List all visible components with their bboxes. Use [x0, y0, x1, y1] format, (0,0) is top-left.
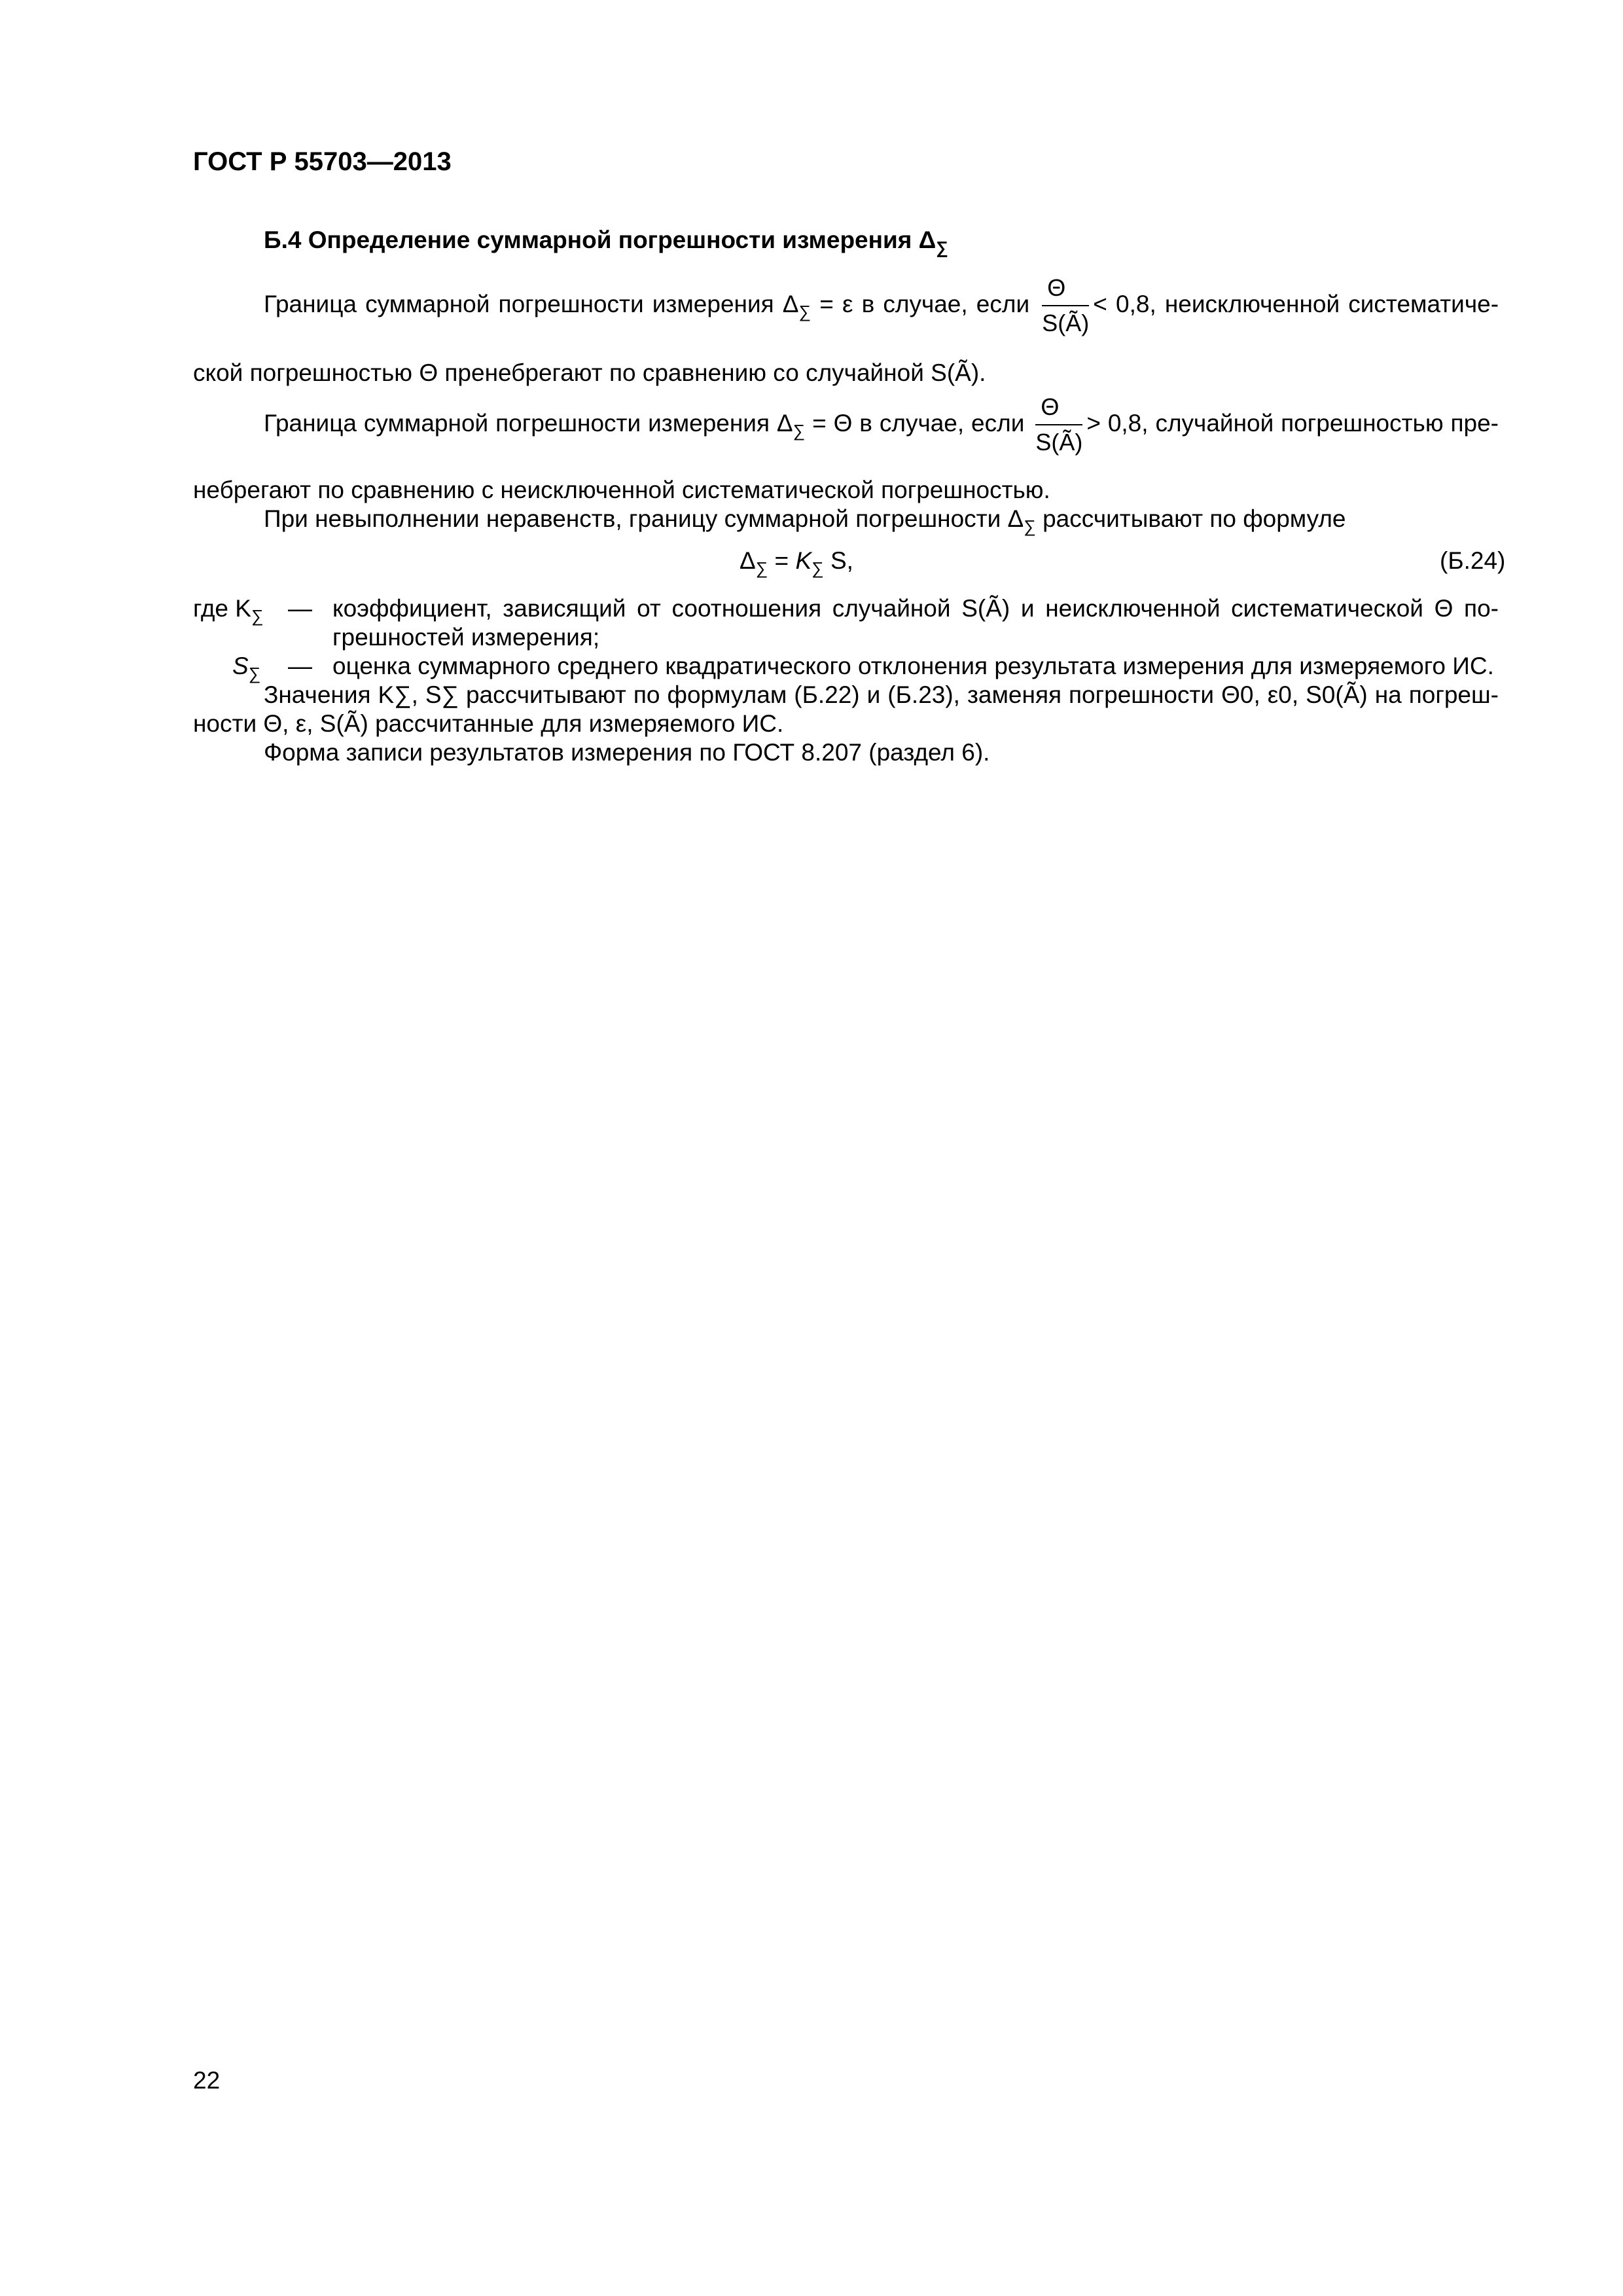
formula-b24 [740, 547, 853, 583]
paragraph-4-line-2: ности Θ, ε, S(Ã) рассчитанные для измеряемого ИС. [193, 710, 784, 737]
formula-equals: = [768, 547, 796, 574]
p1-fraction-denominator: S(Ã) [1042, 310, 1090, 336]
p2-text-d: , случайной погрешностью пре- [1141, 409, 1499, 437]
paragraph-5: Форма записи результатов измерения по ГОСТ 8.207 (раздел 6). [264, 739, 990, 766]
p2-fraction-numerator: Θ [1035, 393, 1082, 425]
p3-text-a: При невыполнении неравенств, границу суммарной погрешности Δ [264, 505, 1024, 532]
section-title-text: Б.4 Определение суммарной погрешности измерения Δ [264, 226, 936, 253]
page-number: 22 [193, 2067, 221, 2094]
paragraph-3 [264, 505, 1346, 541]
p2-inequality: > 0,8 [1086, 409, 1142, 437]
section-title-subscript: ∑ [936, 238, 948, 257]
formula-k-subscript: ∑ [812, 558, 824, 578]
where-s-symbol [232, 652, 260, 688]
where-k-definition-line-1: коэффициент, зависящий от соотношения случайной S(Ã) и неисключенной систематической Θ по- [332, 595, 1499, 622]
where-lead [193, 594, 264, 630]
p1-fraction-numerator: Θ [1042, 274, 1089, 306]
p1-subscript: ∑ [798, 301, 812, 321]
paragraph-4-line-1: Значения K∑, S∑ рассчитывают по формулам (Б.22) и (Б.23), заменяя погрешности Θ0, ε0, S0(Ã) на погреш- [264, 681, 1499, 708]
formula-lhs: Δ [740, 547, 756, 574]
where-k-definition-line-2: грешностей измерения; [332, 624, 600, 651]
section-title [264, 226, 948, 262]
p3-subscript: ∑ [1024, 516, 1036, 536]
p3-text-b: рассчитывают по формуле [1035, 505, 1346, 532]
p1-inequality: < 0,8 [1093, 290, 1150, 317]
where-lead-subscript: ∑ [251, 606, 264, 626]
formula-number: (Б.24) [1440, 547, 1506, 574]
p2-fraction-denominator: S(Ã) [1035, 429, 1083, 456]
paragraph-1-line-2: ской погрешностью Θ пренебрегают по сравнению со случайной S(Ã). [193, 359, 986, 386]
where-dash-1: — [288, 595, 312, 622]
p2-fraction [1035, 393, 1082, 457]
where-s-letter: S [232, 653, 249, 679]
p1-text-b: = ε в случае, если [811, 290, 1030, 317]
where-s-subscript: ∑ [248, 664, 261, 683]
paragraph-2-line-2: небрегают по сравнению с неисключенной систематической погрешностью. [193, 476, 1050, 503]
p1-text-a: Граница суммарной погрешности измерения Δ [264, 290, 799, 317]
p2-subscript: ∑ [793, 420, 806, 440]
p1-fraction [1042, 274, 1089, 338]
document-header: ГОСТ Р 55703—2013 [193, 147, 452, 176]
p2-text-b: = Θ в случае, если [805, 409, 1025, 437]
where-dash-2: — [288, 653, 312, 679]
p1-text-d: , неисключенной систематиче- [1149, 290, 1499, 317]
p2-text-a: Граница суммарной погрешности измерения Δ [264, 409, 793, 437]
formula-k: K [795, 547, 812, 574]
paragraph-2-line-1 [264, 393, 1499, 457]
where-lead-text: где K [193, 595, 251, 622]
formula-lhs-subscript: ∑ [755, 558, 768, 578]
paragraph-1-line-1 [264, 274, 1499, 338]
formula-rest: S, [823, 547, 853, 574]
where-s-definition: оценка суммарного среднего квадратического отклонения результата измерения для измеряемого ИС. [332, 653, 1494, 679]
